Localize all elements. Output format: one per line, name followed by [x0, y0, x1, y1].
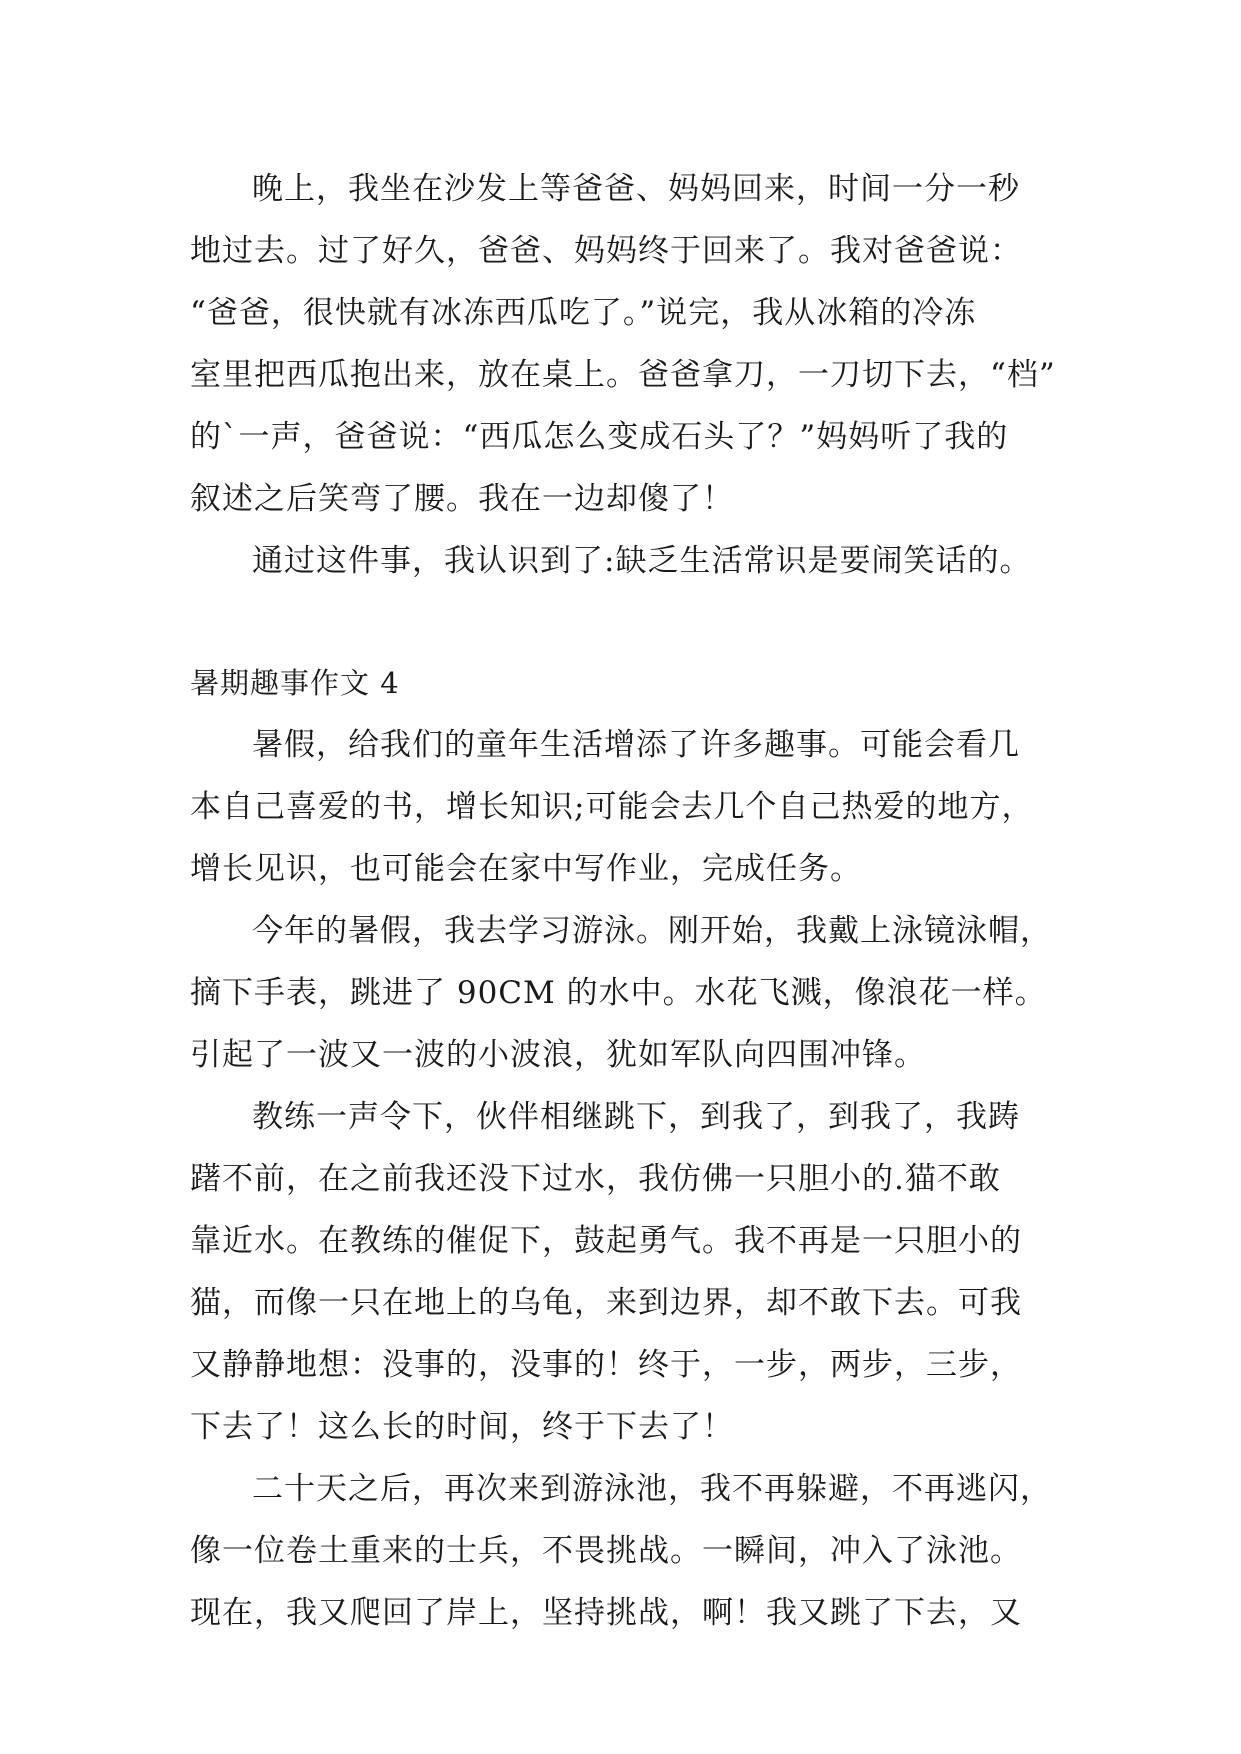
paragraph — [190, 900, 1060, 1086]
paragraph — [190, 158, 1060, 530]
paragraph-line: 下去了！这么长的时间，终于下去了！ — [190, 1409, 734, 1445]
section-spacer — [190, 592, 1060, 652]
paragraph-line: 本自己喜爱的书，增长知识;可能会去几个自己热爱的地方， — [190, 789, 1034, 825]
paragraph-line: 暑假，给我们的童年生活增添了许多趣事。可能会看几 — [252, 727, 1020, 763]
paragraph-line: 地过去。过了好久，爸爸、妈妈终于回来了。我对爸爸说： — [190, 233, 1022, 269]
paragraph-line: 增长见识，也可能会在家中写作业，完成任务。 — [190, 851, 862, 887]
paragraph-line: 教练一声令下，伙伴相继跳下，到我了，到我了，我踌 — [252, 1099, 1020, 1135]
paragraph-line: 现在，我又爬回了岸上，坚持挑战，啊！我又跳了下去，又 — [190, 1595, 1022, 1631]
paragraph-line: 摘下手表，跳进了 90CM 的水中。水花飞溅，像浪花一样。 — [190, 975, 1047, 1011]
paragraph-line: 二十天之后，再次来到游泳池，我不再躲避，不再逃闪， — [252, 1471, 1052, 1507]
paragraph-line: 引起了一波又一波的小波浪，犹如军队向四围冲锋。 — [190, 1037, 926, 1073]
section-title: 暑期趣事作文 4 — [190, 666, 400, 700]
paragraph-line: 像一位卷土重来的士兵，不畏挑战。一瞬间，冲入了泳池。 — [190, 1533, 1022, 1569]
paragraph-line: 猫，而像一只在地上的乌龟，来到边界，却不敢下去。可我 — [190, 1285, 1022, 1321]
paragraph-line: 室里把西瓜抱出来，放在桌上。爸爸拿刀，一刀切下去，“档” — [190, 357, 1056, 393]
paragraph-line: 的`一声，爸爸说：“西瓜怎么变成石头了？”妈妈听了我的 — [190, 419, 1009, 455]
paragraph-line: 叙述之后笑弯了腰。我在一边却傻了！ — [190, 481, 734, 517]
paragraph — [190, 714, 1060, 900]
paragraph — [190, 1086, 1060, 1458]
document-body — [190, 158, 1060, 1644]
paragraph-line: 躇不前，在之前我还没下过水，我仿佛一只胆小的.猫不敢 — [190, 1161, 1001, 1197]
paragraph — [190, 1458, 1060, 1644]
paragraph-line: 又静静地想：没事的，没事的！终于，一步，两步，三步， — [190, 1347, 1022, 1383]
paragraph-line: 今年的暑假，我去学习游泳。刚开始，我戴上泳镜泳帽， — [252, 913, 1052, 949]
paragraph-line: 靠近水。在教练的催促下，鼓起勇气。我不再是一只胆小的 — [190, 1223, 1022, 1259]
paragraph-line: 通过这件事，我认识到了:缺乏生活常识是要闹笑话的。 — [252, 543, 1032, 579]
paragraph-line: “爸爸，很快就有冰冻西瓜吃了。”说完，我从冰箱的冷冻 — [190, 295, 977, 331]
paragraph-line: 晚上，我坐在沙发上等爸爸、妈妈回来，时间一分一秒 — [252, 171, 1020, 207]
paragraph — [190, 530, 1060, 592]
